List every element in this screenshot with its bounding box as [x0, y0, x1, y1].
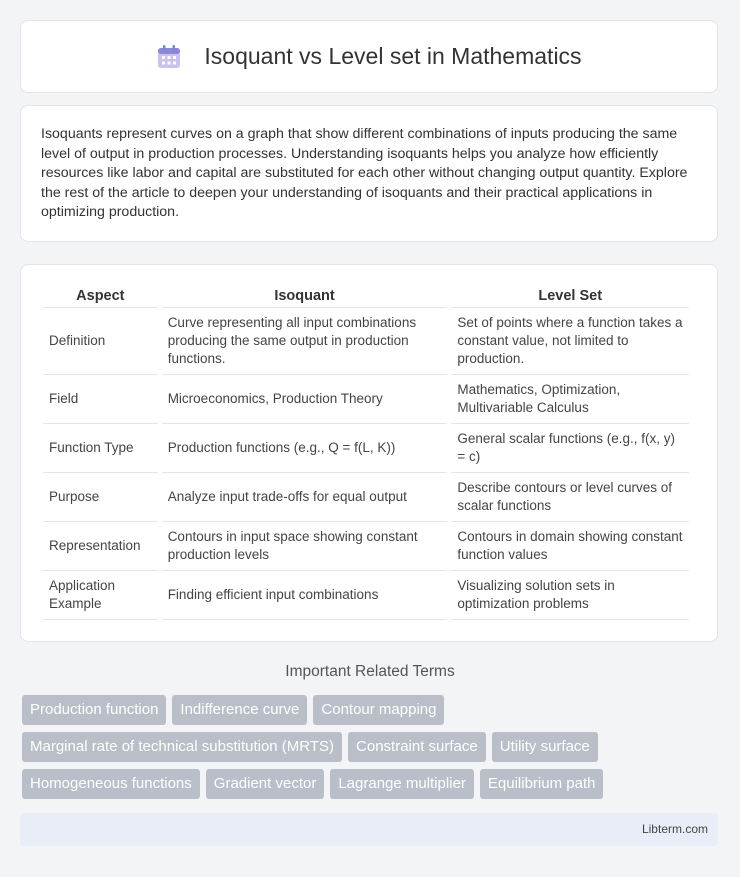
table-cell-aspect: Definition [43, 308, 158, 375]
tag-row [22, 769, 722, 799]
table-row [43, 522, 689, 571]
column-header-isoquant: Isoquant [162, 285, 448, 308]
related-terms-title: Important Related Terms [285, 663, 455, 680]
table-row [43, 473, 689, 522]
table-row [43, 424, 689, 473]
table-cell-level-set: Visualizing solution sets in optimization problems [451, 571, 689, 620]
tag-indifference-curve[interactable]: Indifference curve [172, 695, 307, 725]
table-cell-isoquant: Analyze input trade-offs for equal output [162, 473, 448, 522]
tag-constraint-surface[interactable]: Constraint surface [348, 732, 486, 762]
table-cell-level-set: Describe contours or level curves of scalar functions [451, 473, 689, 522]
column-header-aspect: Aspect [43, 285, 158, 308]
table-row [43, 375, 689, 424]
table-cell-isoquant: Curve representing all input combinations producing the same output in production functions. [162, 308, 448, 375]
tag-mrts[interactable]: Marginal rate of technical substitution (MRTS) [22, 732, 342, 762]
table-cell-aspect: Function Type [43, 424, 158, 473]
table-cell-isoquant: Contours in input space showing constant production levels [162, 522, 448, 571]
intro-text: Isoquants represent curves on a graph that show different combinations of inputs producing the same level of output in production processes. Understanding isoquants helps you analyze how efficiently resources like labor and capital are substituted for each other without changing output quantity. Explore the rest of the article to deepen your understanding of isoquants and their practical applications in optimizing production. [41, 126, 688, 220]
intro-card [20, 105, 718, 242]
tag-contour-mapping[interactable]: Contour mapping [313, 695, 444, 725]
table-cell-level-set: Set of points where a function takes a constant value, not limited to production. [451, 308, 689, 375]
table-cell-aspect: Field [43, 375, 158, 424]
table-cell-level-set: Mathematics, Optimization, Multivariable Calculus [451, 375, 689, 424]
tag-gradient-vector[interactable]: Gradient vector [206, 769, 325, 799]
table-cell-level-set: General scalar functions (e.g., f(x, y) = c) [451, 424, 689, 473]
tag-production-function[interactable]: Production function [22, 695, 166, 725]
tag-lagrange-multiplier[interactable]: Lagrange multiplier [330, 769, 474, 799]
tag-row [22, 732, 722, 762]
table-cell-level-set: Contours in domain showing constant function values [451, 522, 689, 571]
header-card [20, 20, 718, 93]
table-cell-isoquant: Microeconomics, Production Theory [162, 375, 448, 424]
table-row [43, 308, 689, 375]
tag-homogeneous-functions[interactable]: Homogeneous functions [22, 769, 200, 799]
table-cell-aspect: Representation [43, 522, 158, 571]
tag-equilibrium-path[interactable]: Equilibrium path [480, 769, 604, 799]
comparison-table [39, 285, 693, 620]
related-terms-list [22, 695, 722, 806]
table-cell-aspect: Purpose [43, 473, 158, 522]
table-cell-isoquant: Production functions (e.g., Q = f(L, K)) [162, 424, 448, 473]
table-header-row [43, 285, 689, 308]
tag-utility-surface[interactable]: Utility surface [492, 732, 598, 762]
table-row [43, 571, 689, 620]
comparison-card [20, 264, 718, 642]
calendar-icon [156, 44, 182, 70]
tag-row [22, 695, 722, 725]
table-cell-isoquant: Finding efficient input combinations [162, 571, 448, 620]
page-title: Isoquant vs Level set in Mathematics [204, 43, 582, 69]
footer-site-link[interactable]: Libterm.com [641, 822, 708, 836]
table-cell-aspect: Application Example [43, 571, 158, 620]
column-header-level-set: Level Set [451, 285, 689, 308]
footer [20, 813, 718, 846]
